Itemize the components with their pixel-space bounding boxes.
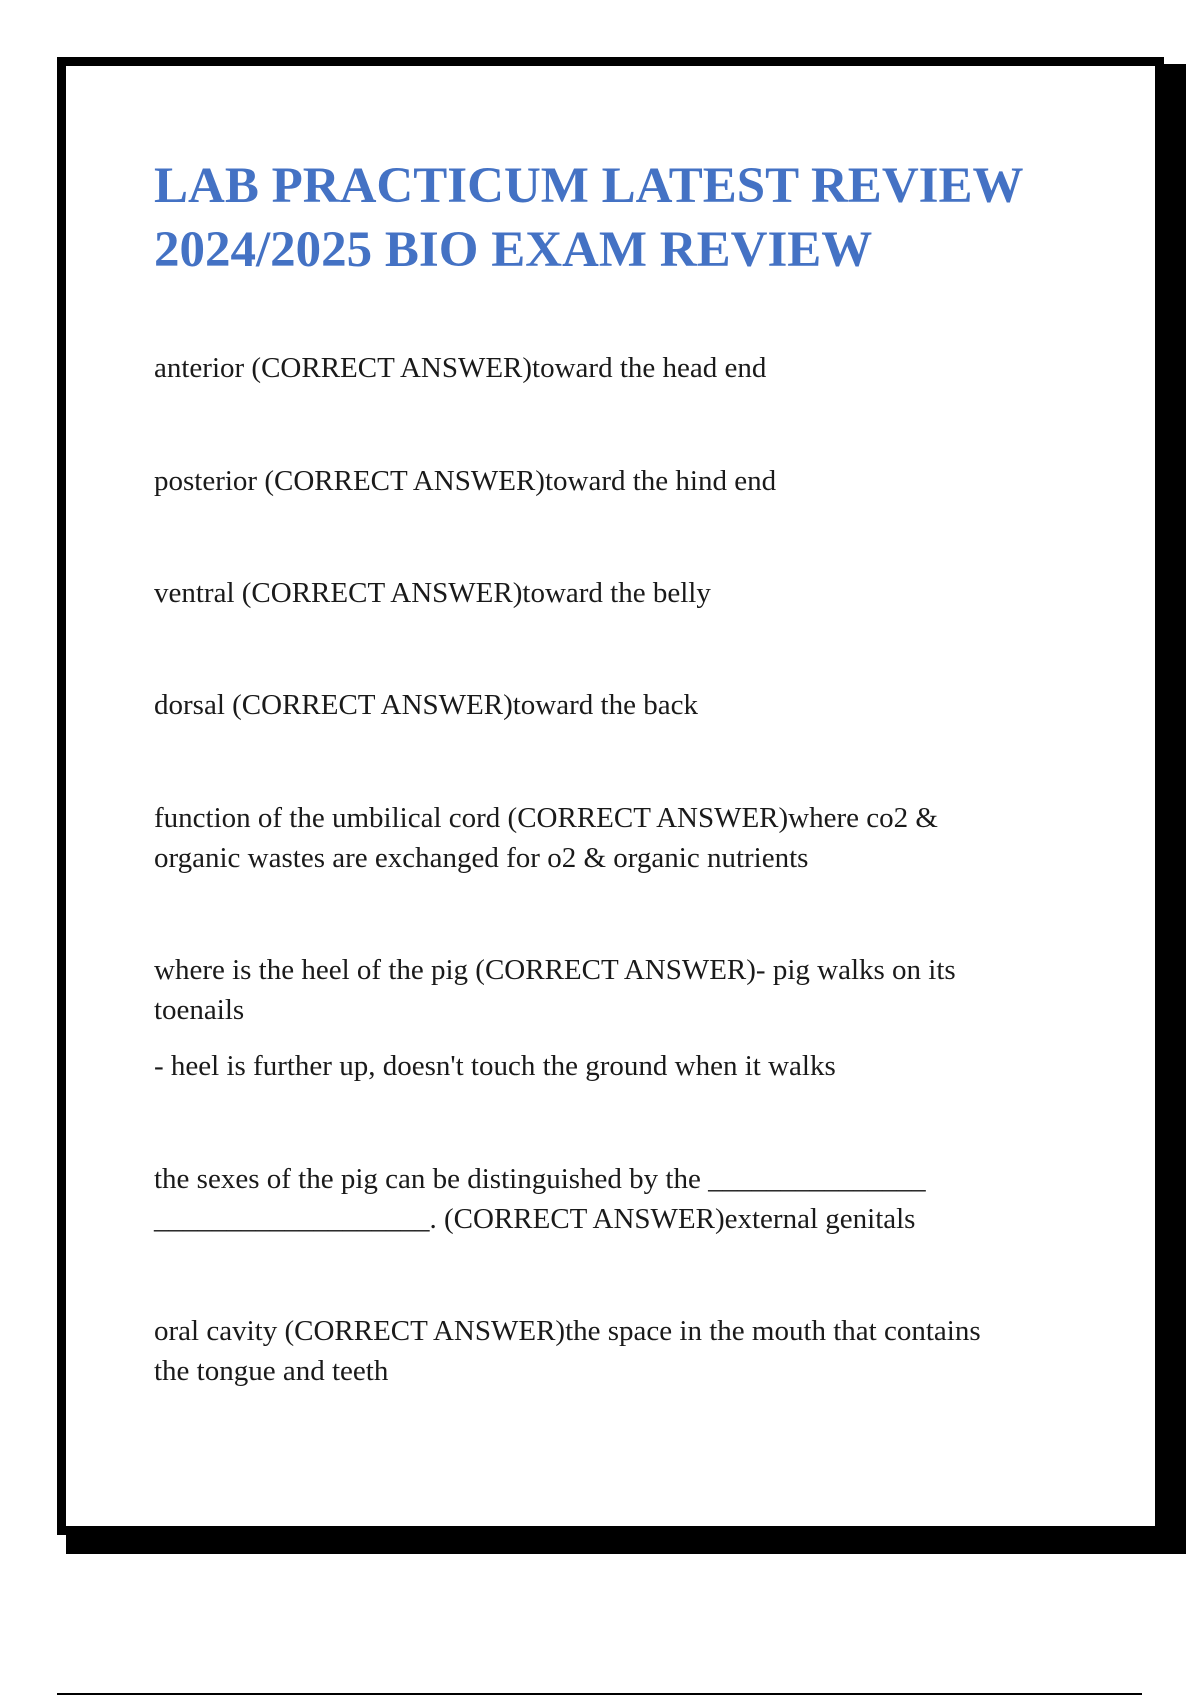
qa-text: ventral (CORRECT ANSWER)toward the belly (154, 577, 711, 609)
title-line-1: LAB PRACTICUM LATEST REVIEW (154, 158, 1024, 214)
qa-text: oral cavity (CORRECT ANSWER)the space in the mouth that contains (154, 1315, 981, 1347)
qa-item-anterior (154, 348, 1114, 388)
qa-item-umbilical-cord (154, 798, 1114, 878)
qa-item-dorsal (154, 685, 1114, 725)
qa-text-continued: the tongue and teeth (154, 1355, 389, 1387)
qa-text: where is the heel of the pig (CORRECT ANSWER)- pig walks on its (154, 954, 956, 986)
qa-text: anterior (CORRECT ANSWER)toward the head end (154, 352, 767, 384)
qa-text-continued: toenails (154, 994, 245, 1026)
qa-text: dorsal (CORRECT ANSWER)toward the back (154, 689, 698, 721)
title-line-2: 2024/2025 BIO EXAM REVIEW (154, 222, 873, 278)
page-frame (57, 57, 1164, 1535)
qa-text: posterior (CORRECT ANSWER)toward the hind end (154, 465, 777, 497)
qa-text-continued: ___________________. (CORRECT ANSWER)external genitals (154, 1203, 916, 1235)
document-title (154, 154, 1084, 282)
qa-text: function of the umbilical cord (CORRECT ANSWER)where co2 & (154, 802, 938, 834)
qa-item-oral-cavity (154, 1311, 1114, 1391)
qa-text: the sexes of the pig can be distinguished by the _______________ (154, 1163, 926, 1195)
qa-text-continued: organic wastes are exchanged for o2 & organic nutrients (154, 842, 809, 874)
qa-item-pig-sexes (154, 1159, 1114, 1239)
qa-item-ventral (154, 573, 1114, 613)
qa-text-note: - heel is further up, doesn't touch the ground when it walks (154, 1050, 836, 1082)
qa-item-posterior (154, 461, 1114, 501)
footer-divider (57, 1693, 1142, 1695)
qa-item-pig-heel (154, 950, 1114, 1086)
